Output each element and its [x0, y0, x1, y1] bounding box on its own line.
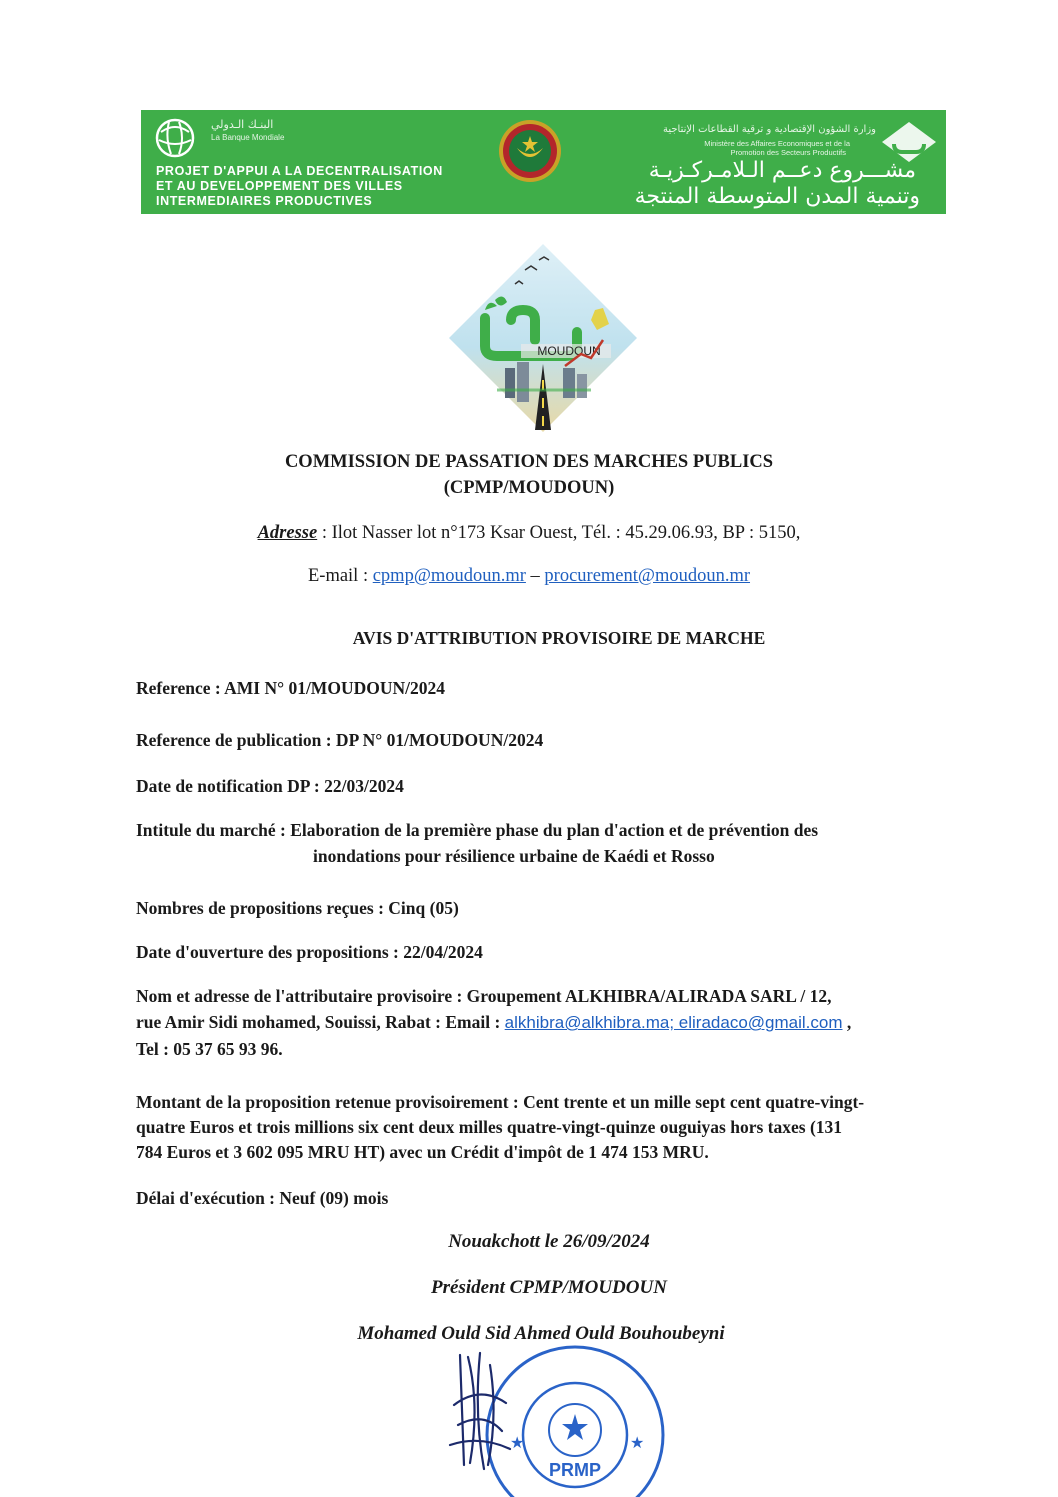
svg-text:★: ★ — [630, 1433, 645, 1452]
header-banner — [141, 110, 946, 214]
execution-delay-field: Délai d'exécution : Neuf (09) mois — [136, 1188, 389, 1208]
email-link-procurement[interactable]: procurement@moudoun.mr — [544, 566, 751, 586]
national-seal-icon — [497, 118, 563, 184]
email-separator: – — [525, 566, 545, 586]
awardee-line1: Nom et adresse de l'attributaire provisoire : Groupement ALKHIBRA/ALIRADA SARL / 12, — [136, 986, 832, 1006]
awardee-line2-end: , — [842, 1012, 852, 1032]
world-bank-arabic: البنـك الـدولي — [211, 118, 274, 131]
awardee-address-text: rue Amir Sidi mohamed, Souissi, Rabat : Email : — [136, 1012, 505, 1032]
moudoun-logo-icon — [445, 240, 641, 436]
address-line — [0, 523, 1058, 544]
awardee-line2 — [136, 1012, 851, 1033]
project-name-line2: ET AU DEVELOPPEMENT DES VILLES — [156, 179, 403, 193]
ministry-french-line2: Promotion des Secteurs Productifs — [730, 148, 846, 157]
address-text: : Ilot Nasser lot n°173 Ksar Ouest, Tél. : 45.29.06.93, BP : 5150, — [317, 523, 801, 543]
awardee-phone: Tel : 05 37 65 93 96. — [136, 1039, 283, 1059]
place-date: Nouakchott le 26/09/2024 — [448, 1231, 650, 1252]
project-name-line3: INTERMEDIAIRES PRODUCTIVES — [156, 194, 373, 208]
project-arabic-line1: مشـــروع دعــم الـلامـركـزيـة — [648, 158, 916, 183]
stamp-label: PRMP — [548, 1460, 602, 1480]
amount-line1: Montant de la proposition retenue provisoirement : Cent trente et un mille sept cent quatre-vingt- — [136, 1092, 865, 1112]
reference-field: Reference : AMI N° 01/MOUDOUN/2024 — [136, 678, 445, 698]
notification-date-field: Date de notification DP : 22/03/2024 — [136, 776, 404, 796]
project-name-line1: PROJET D'APPUI A LA DECENTRALISATION — [156, 164, 443, 178]
publication-reference-field: Reference de publication : DP N° 01/MOUDOUN/2024 — [136, 730, 544, 750]
email-link-cpmp[interactable]: cpmp@moudoun.mr — [372, 566, 526, 586]
ministry-arabic: وزارة الشؤون الإقتصادية و ترقية القطاعات الإنتاجية — [663, 124, 876, 135]
commission-title: COMMISSION DE PASSATION DES MARCHES PUBLICS — [284, 452, 774, 472]
amount-line3: 784 Euros et 3 602 095 MRU HT) avec un Crédit d'impôt de 1 474 153 MRU. — [136, 1142, 709, 1162]
world-bank-name: La Banque Mondiale — [211, 133, 285, 142]
handwritten-signature — [440, 1345, 520, 1475]
proposals-count-field: Nombres de propositions reçues : Cinq (05) — [136, 898, 459, 918]
svg-text:★: ★ — [510, 1433, 525, 1452]
notice-title: AVIS D'ATTRIBUTION PROVISOIRE DE MARCHE — [352, 628, 766, 648]
awardee-email-link[interactable]: alkhibra@alkhibra.ma; eliradaco@gmail.com — [504, 1013, 843, 1032]
commission-acronym: (CPMP/MOUDOUN) — [443, 478, 615, 498]
world-bank-globe-icon — [155, 118, 195, 158]
moudoun-mini-logo-icon — [880, 120, 938, 164]
amount-line2: quatre Euros et trois millions six cent deux milles quatre-vingt-quinze ouguiyas hors taxes (131 — [136, 1117, 843, 1137]
address-label: Adresse — [257, 523, 318, 543]
market-title-line1: Intitule du marché : Elaboration de la première phase du plan d'action et de prévention des — [136, 820, 819, 840]
opening-date-field: Date d'ouverture des propositions : 22/04/2024 — [136, 942, 483, 962]
signatory-role: Président CPMP/MOUDOUN — [431, 1277, 667, 1298]
logo-label: MOUDOUN — [537, 344, 601, 358]
signatory-name: Mohamed Ould Sid Ahmed Ould Bouhoubeyni — [357, 1323, 725, 1344]
market-title-line2: inondations pour résilience urbaine de Kaédi et Rosso — [313, 846, 715, 866]
project-arabic-line2: وتنمية المدن المتوسطة المنتجة — [634, 184, 920, 209]
email-label: E-mail : — [307, 566, 373, 586]
ministry-french-line1: Ministère des Affaires Economiques et de la — [704, 139, 850, 148]
email-line — [0, 566, 1058, 587]
